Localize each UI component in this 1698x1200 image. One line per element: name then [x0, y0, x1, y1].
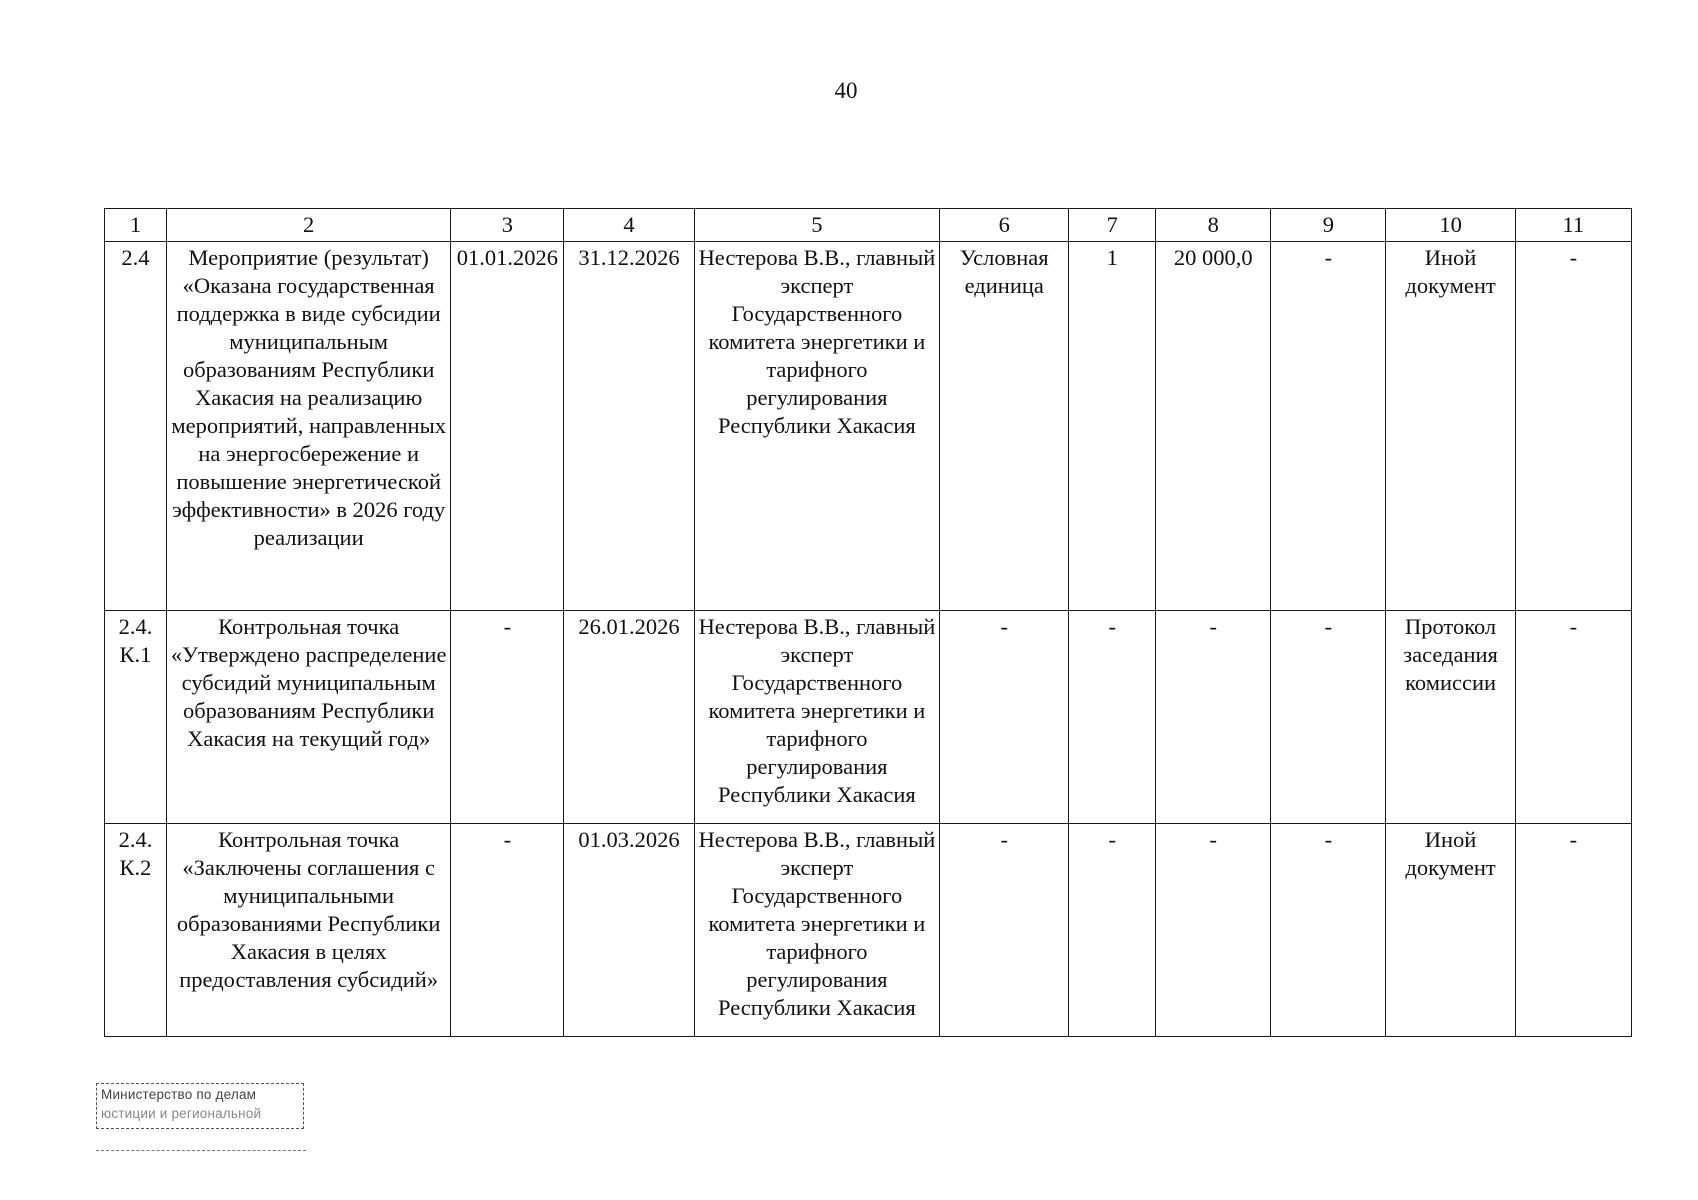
end-date-cell: 31.12.2026 [564, 242, 694, 611]
document-cell: Иной документ [1386, 242, 1515, 611]
header-cell: 10 [1386, 209, 1515, 242]
header-cell: 5 [694, 209, 939, 242]
header-cell: 8 [1156, 209, 1271, 242]
unit-cell: - [940, 611, 1069, 824]
amount-cell: 20 000,0 [1156, 242, 1271, 611]
value-cell: - [1069, 611, 1156, 824]
column-9-cell: - [1271, 611, 1386, 824]
row-number-cell: 2.4. К.1 [105, 611, 167, 824]
value-cell: 1 [1069, 242, 1156, 611]
responsible-cell: Нестерова В.В., главный эксперт Государственного комитета энергетики и тарифного регулирования Республики Хакасия [694, 824, 939, 1037]
stamp-underline [96, 1150, 306, 1151]
column-11-cell: - [1515, 824, 1631, 1037]
page-number: 40 [834, 78, 858, 103]
responsible-cell: Нестерова В.В., главный эксперт Государственного комитета энергетики и тарифного регулирования Республики Хакасия [694, 611, 939, 824]
table-header-row [105, 209, 1632, 242]
header-cell: 4 [564, 209, 694, 242]
header-cell: 3 [451, 209, 564, 242]
row-name-cell: Контрольная точка «Утверждено распределение субсидий муниципальным образованиям Республики Хакасия на текущий год» [166, 611, 451, 824]
value-cell: - [1069, 824, 1156, 1037]
row-number-cell: 2.4. К.2 [105, 824, 167, 1037]
table-row [105, 611, 1632, 824]
start-date-cell: - [451, 824, 564, 1037]
end-date-cell: 26.01.2026 [564, 611, 694, 824]
stamp-line-2: юстиции и региональной [101, 1106, 262, 1121]
header-cell: 11 [1515, 209, 1631, 242]
table-row [105, 242, 1632, 611]
start-date-cell: - [451, 611, 564, 824]
table-row [105, 824, 1632, 1037]
column-11-cell: - [1515, 242, 1631, 611]
amount-cell: - [1156, 611, 1271, 824]
row-name-cell: Мероприятие (результат) «Оказана государственная поддержка в виде субсидии муниципальным образованиям Республики Хакасия на реализацию мероприятий, направленных на энергосбережение и повышение энергетической эффективности» в 2026 году реализации [166, 242, 451, 611]
header-cell: 6 [940, 209, 1069, 242]
header-cell: 9 [1271, 209, 1386, 242]
unit-cell: Условная единица [940, 242, 1069, 611]
responsible-cell: Нестерова В.В., главный эксперт Государственного комитета энергетики и тарифного регулирования Республики Хакасия [694, 242, 939, 611]
ministry-stamp [96, 1083, 304, 1129]
header-cell: 7 [1069, 209, 1156, 242]
amount-cell: - [1156, 824, 1271, 1037]
plan-table [104, 208, 1632, 1037]
row-number-cell: 2.4 [105, 242, 167, 611]
column-11-cell: - [1515, 611, 1631, 824]
row-name-cell: Контрольная точка «Заключены соглашения с муниципальными образованиями Республики Хакасия в целях предоставления субсидий» [166, 824, 451, 1037]
header-cell: 1 [105, 209, 167, 242]
unit-cell: - [940, 824, 1069, 1037]
column-9-cell: - [1271, 824, 1386, 1037]
start-date-cell: 01.01.2026 [451, 242, 564, 611]
document-cell: Протокол заседания комиссии [1386, 611, 1515, 824]
header-cell: 2 [166, 209, 451, 242]
document-cell: Иной документ [1386, 824, 1515, 1037]
end-date-cell: 01.03.2026 [564, 824, 694, 1037]
column-9-cell: - [1271, 242, 1386, 611]
stamp-line-1: Министерство по делам [101, 1087, 257, 1102]
